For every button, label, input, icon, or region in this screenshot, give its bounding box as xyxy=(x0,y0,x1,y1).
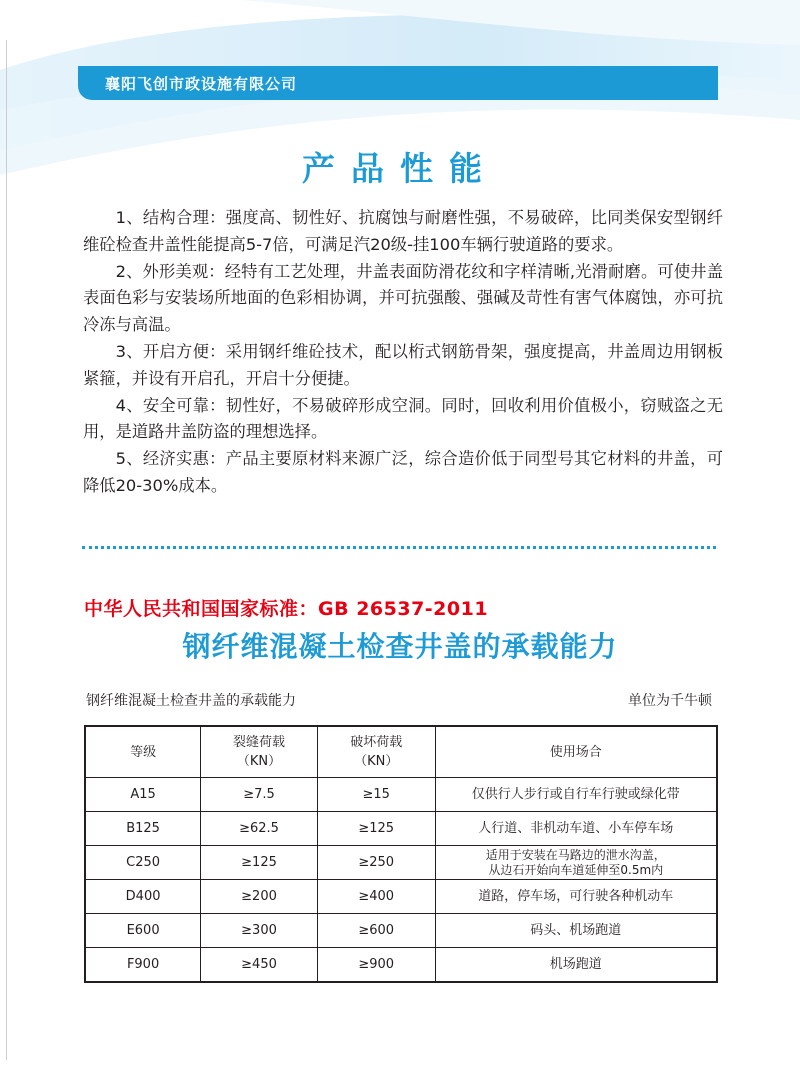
cell-usage: 码头、机场跑道 xyxy=(435,914,717,948)
table-row xyxy=(85,948,717,983)
table-row xyxy=(85,914,717,948)
cell-usage: 道路，停车场，可行驶各种机动车 xyxy=(435,880,717,914)
cell-crack-load: ≥450 xyxy=(201,948,318,983)
header-crack-load: 裂缝荷载 （KN） xyxy=(201,726,318,778)
cell-usage: 机场跑道 xyxy=(435,948,717,983)
cell-failure-load: ≥900 xyxy=(317,948,435,983)
header-grade: 等级 xyxy=(85,726,201,778)
cell-failure-load: ≥600 xyxy=(317,914,435,948)
cell-crack-load: ≥200 xyxy=(201,880,318,914)
paragraph-3: 3、开启方便：采用钢纤维砼技术，配以桁式钢筋骨架，强度提高，井盖周边用钢板紧箍，并设有开启孔，开启十分便捷。 xyxy=(83,341,723,388)
performance-text xyxy=(83,205,723,500)
table-row xyxy=(85,812,717,846)
load-capacity-table xyxy=(84,725,718,983)
table-caption: 钢纤维混凝土检查井盖的承载能力 xyxy=(86,693,296,709)
header-failure-load: 破坏荷载 （KN） xyxy=(317,726,435,778)
cell-usage: 适用于安装在马路边的泄水沟盖， 从边石开始向车道延伸至0.5m内 xyxy=(435,846,717,880)
cell-failure-load: ≥15 xyxy=(317,778,435,812)
cell-crack-load: ≥62.5 xyxy=(201,812,318,846)
cell-crack-load: ≥300 xyxy=(201,914,318,948)
page-edge-line xyxy=(6,40,7,1060)
cell-grade: F900 xyxy=(85,948,201,983)
paragraph-5: 5、经济实惠：产品主要原材料来源广泛，综合造价低于同型号其它材料的井盖，可降低20-30%成本。 xyxy=(83,449,723,495)
cell-failure-load: ≥400 xyxy=(317,880,435,914)
paragraph-1: 1、结构合理：强度高、韧性好、抗腐蚀与耐磨性强，不易破碎，比同类保安型钢纤维砼检查井盖性能提高5-7倍，可满足汽20级-挂100车辆行驶道路的要求。 xyxy=(83,208,723,254)
table-row xyxy=(85,846,717,880)
dotted-divider xyxy=(82,546,716,549)
cell-grade: A15 xyxy=(85,778,201,812)
cell-crack-load: ≥125 xyxy=(201,846,318,880)
section-title: 产品性能 xyxy=(302,149,498,188)
header-usage: 使用场合 xyxy=(435,726,717,778)
table-header-row xyxy=(85,726,717,778)
cell-failure-load: ≥125 xyxy=(317,812,435,846)
cell-grade: C250 xyxy=(85,846,201,880)
national-standard-line: 中华人民共和国国家标准：GB 26537-2011 xyxy=(84,598,489,620)
paragraph-2: 2、外形美观：经特有工艺处理，井盖表面防滑花纹和字样清晰,光滑耐磨。可使井盖表面色彩与安装场所地面的色彩相协调，并可抗强酸、强碱及苛性有害气体腐蚀，亦可抗冷冻与高温。 xyxy=(83,261,723,335)
company-name: 襄阳飞创市政设施有限公司 xyxy=(105,75,298,93)
cell-grade: D400 xyxy=(85,880,201,914)
cell-failure-load: ≥250 xyxy=(317,846,435,880)
load-capacity-title: 钢纤维混凝土检查井盖的承载能力 xyxy=(182,630,618,663)
cell-grade: E600 xyxy=(85,914,201,948)
table-row xyxy=(85,880,717,914)
cell-usage: 仅供行人步行或自行车行驶或绿化带 xyxy=(435,778,717,812)
cell-crack-load: ≥7.5 xyxy=(201,778,318,812)
table-row xyxy=(85,778,717,812)
unit-note: 单位为千牛顿 xyxy=(628,693,712,709)
cell-usage: 人行道、非机动车道、小车停车场 xyxy=(435,812,717,846)
paragraph-4: 4、安全可靠：韧性好，不易破碎形成空洞。同时，回收利用价值极小，窃贼盗之无用，是道路井盖防盗的理想选择。 xyxy=(83,395,723,442)
cell-grade: B125 xyxy=(85,812,201,846)
